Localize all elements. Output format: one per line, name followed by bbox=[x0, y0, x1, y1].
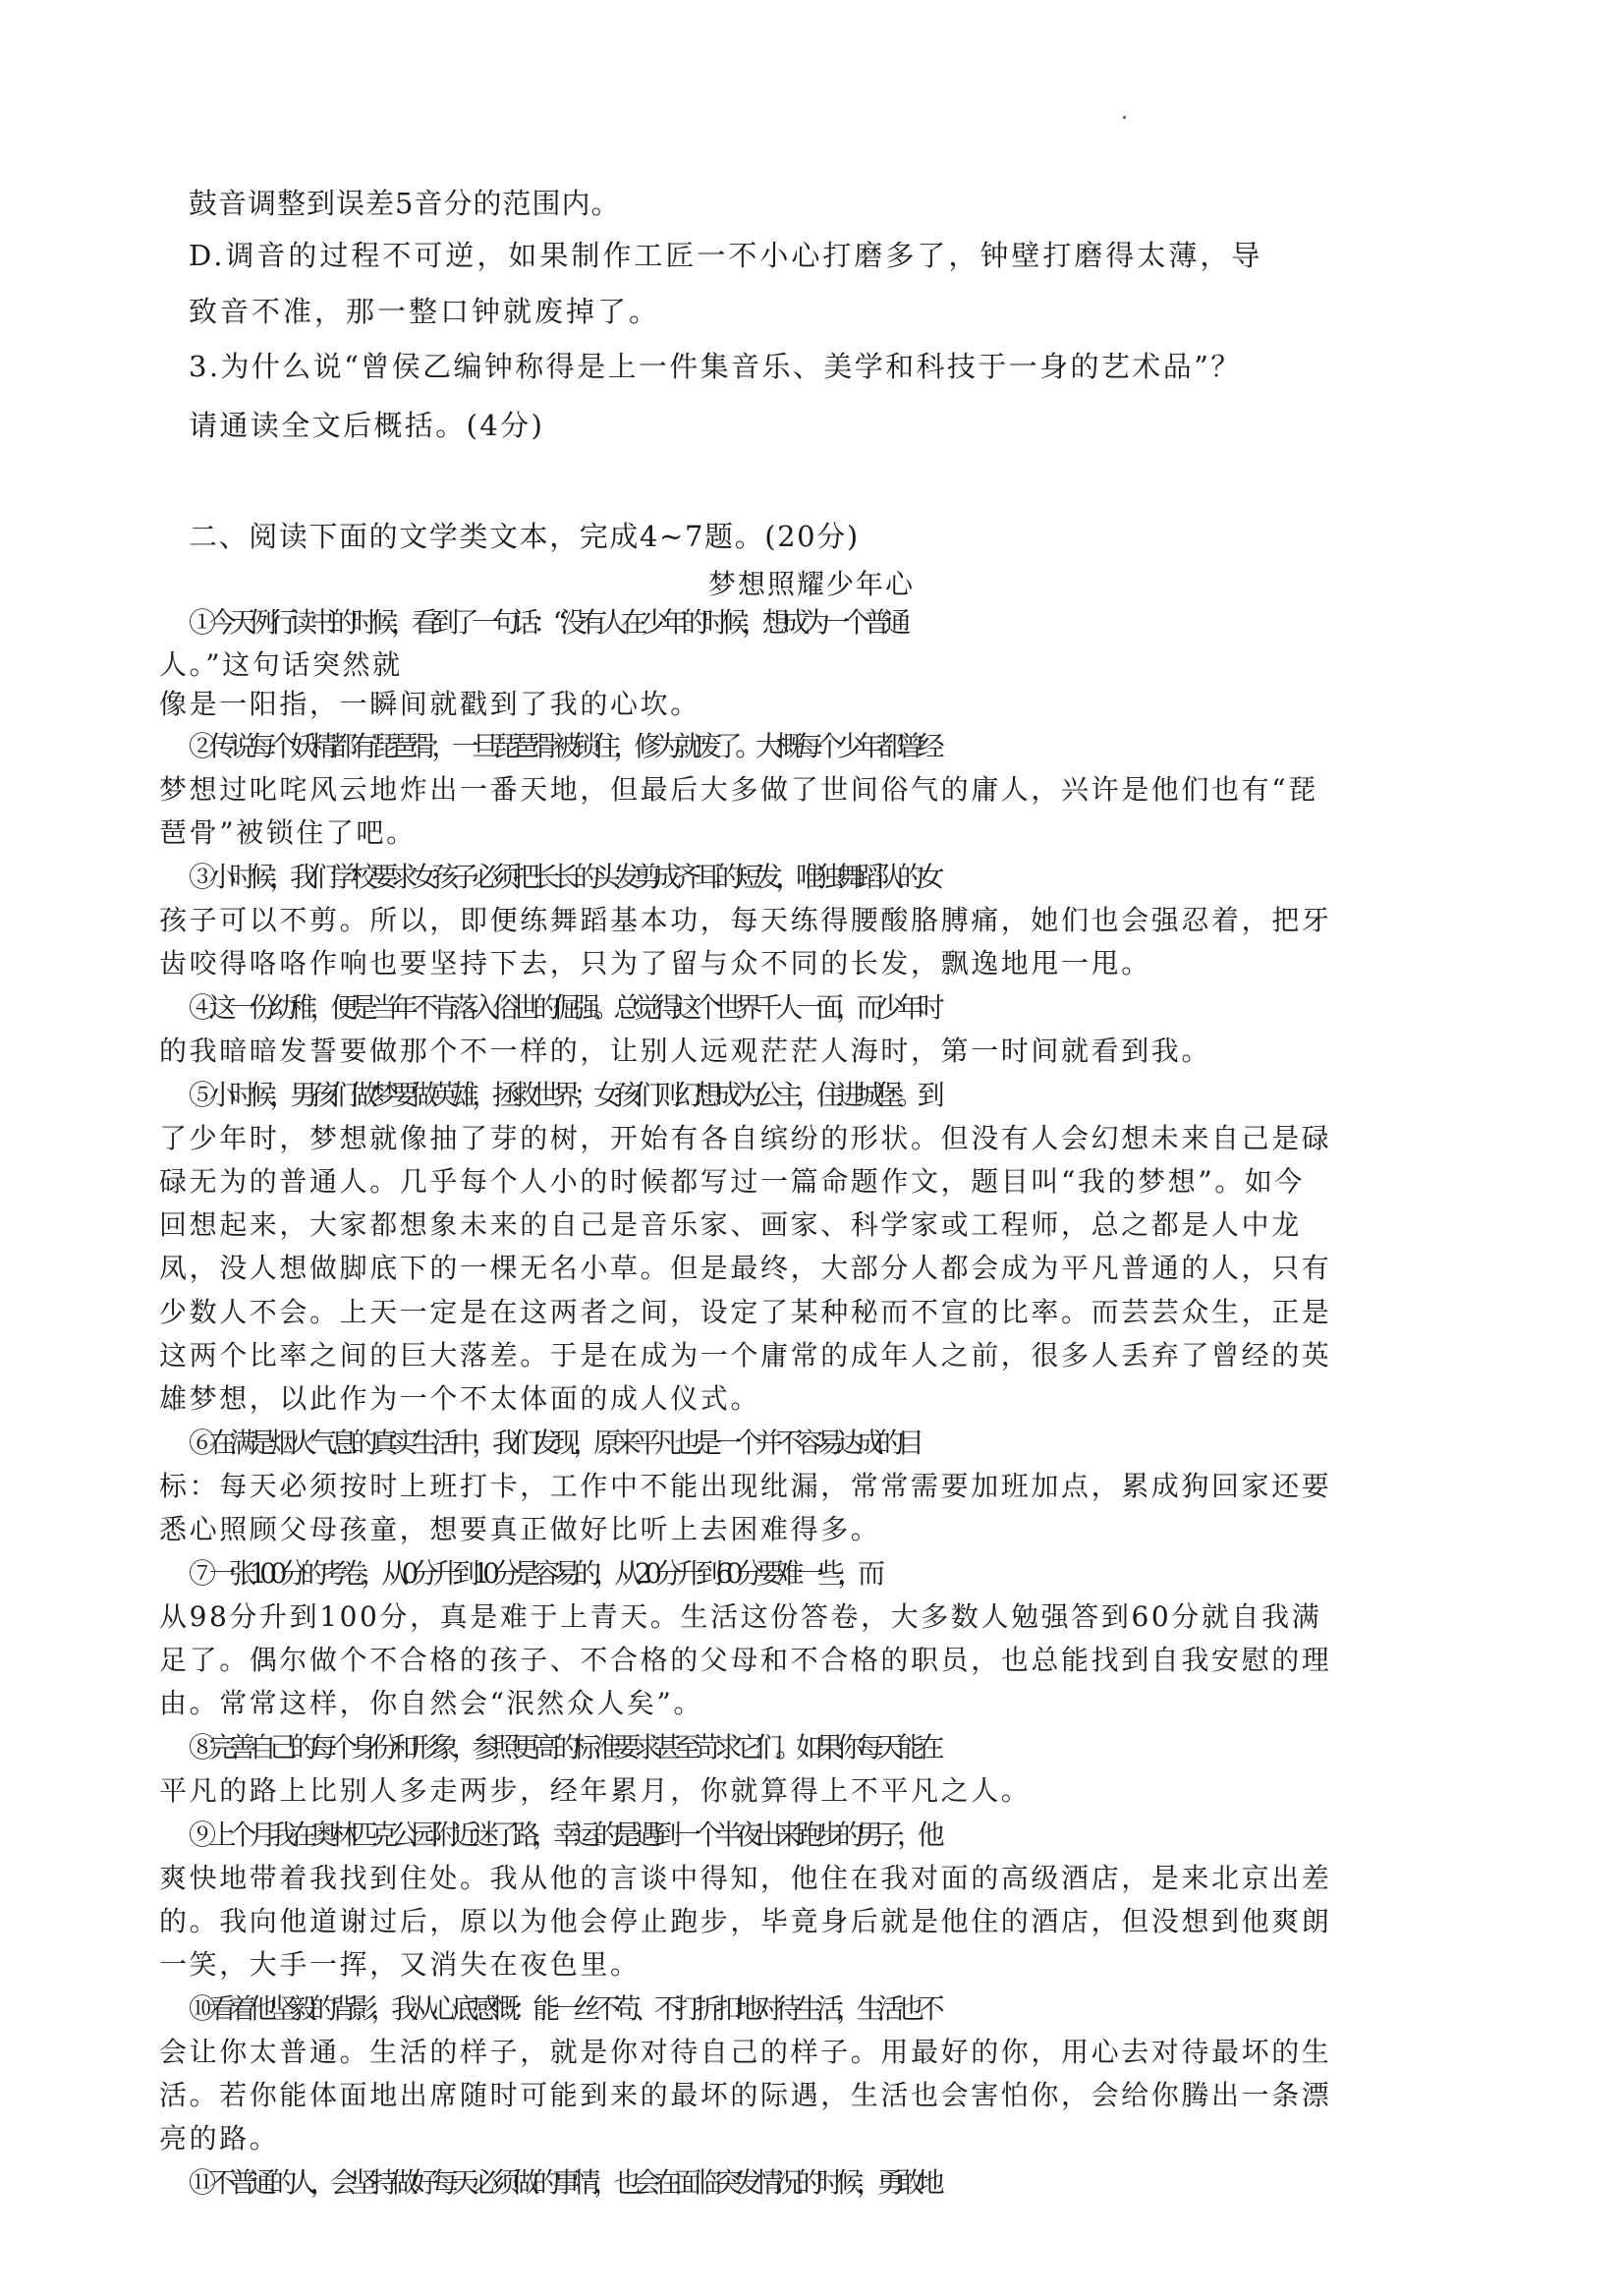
paragraph-line: 雄梦想，以此作为一个不太体面的成人仪式。 bbox=[159, 1382, 761, 1415]
article-title: 梦想照耀少年心 bbox=[707, 568, 915, 600]
scan-speck bbox=[1123, 116, 1126, 119]
paragraph-line: 亮的路。 bbox=[159, 2122, 280, 2155]
paragraph-line: 会让你太普通。生活的样子，就是你对待自己的样子。用最好的你，用心去对待最坏的生 bbox=[159, 2036, 1332, 2068]
option-d-line1: D.调音的过程不可逆，如果制作工匠一不小心打磨多了，钟壁打磨得太薄，导 bbox=[189, 239, 1263, 272]
option-c-continuation: 鼓音调整到误差5音分的范围内。 bbox=[189, 187, 621, 220]
paragraph-line: 梦想过叱咤风云地炸出一番天地，但最后大多做了世间俗气的庸人，兴许是他们也有“琵 bbox=[159, 773, 1318, 806]
paragraph-line: 的。我向他道谢过后，原以为他会停止跑步，毕竟身后就是他住的酒店，但没想到他爽朗 bbox=[159, 1905, 1332, 1937]
paragraph-line: 爽快地带着我找到住处。我从他的言谈中得知，他住在我对面的高级酒店，是来北京出差 bbox=[159, 1862, 1332, 1894]
paragraph-line: 平凡的路上比别人多走两步，经年累月，你就算得上不平凡之人。 bbox=[159, 1774, 1032, 1807]
paragraph-line: 人。”这句话突然就 bbox=[159, 648, 403, 681]
paragraph-line: 琶骨”被锁住了吧。 bbox=[159, 816, 417, 849]
section-2-heading: 二、阅读下面的文学类文本，完成4~7题。(20分) bbox=[189, 520, 860, 553]
paragraph-line: ⑥在满是烟火气息的真实生活中，我们发现，原来平凡也是一个并不容易达成的目 bbox=[189, 1427, 918, 1459]
paragraph-line: ⑤小时候，男孩们做梦要做英雄，拯救世界；女孩们则幻想成为公主，住进城堡。到 bbox=[189, 1079, 938, 1111]
paragraph-line: 回想起来，大家都想象未来的自己是音乐家、画家、科学家或工程师，总之都是人中龙 bbox=[159, 1208, 1302, 1241]
paragraph-line: ⑪不普通的人，会坚持做好每天必须做的事情，也会在面临突发情况的时候，勇敢地 bbox=[189, 2166, 938, 2199]
paragraph-line: ⑩看着他坚毅的背影，我从心底感慨：能一丝不苟、不打折扣地对待生活，生活也不 bbox=[189, 1992, 938, 2025]
paragraph-line: ⑦一张100分的考卷，从0分升到10分是容易的，从20分升到60分要难一些，而 bbox=[189, 1557, 878, 1590]
question-3-line2: 请通读全文后概括。(4分) bbox=[189, 409, 545, 442]
paragraph-line: 悉心照顾父母孩童，想要真正做好比听上去困难得多。 bbox=[159, 1513, 881, 1545]
paragraph-line: 的我暗暗发誓要做那个不一样的，让别人远观茫茫人海时，第一时间就看到我。 bbox=[159, 1035, 1212, 1067]
paragraph-line: 了少年时，梦想就像抽了芽的树，开始有各自缤纷的形状。但没有人会幻想未来自己是碌 bbox=[159, 1122, 1332, 1154]
paragraph-line: 少数人不会。上天一定是在这两者之间，设定了某种秘而不宣的比率。而芸芸众生，正是 bbox=[159, 1296, 1332, 1328]
paragraph-line: 活。若你能体面地出席随时可能到来的最坏的际遇，生活也会害怕你，会给你腾出一条漂 bbox=[159, 2079, 1332, 2111]
paragraph-line: 凤，没人想做脚底下的一棵无名小草。但是最终，大部分人都会成为平凡普通的人，只有 bbox=[159, 1252, 1332, 1284]
paragraph-line: ⑨上个月我在奥林匹克公园附近迷了路，幸运的是遇到一个半夜出来跑步的男子，他 bbox=[189, 1819, 938, 1851]
paragraph-line: 标：每天必须按时上班打卡，工作中不能出现纰漏，常常需要加班加点，累成狗回家还要 bbox=[159, 1470, 1332, 1502]
paragraph-line: 孩子可以不剪。所以，即便练舞蹈基本功，每天练得腰酸胳膊痛，她们也会强忍着，把牙 bbox=[159, 904, 1332, 936]
paragraph-line: 由。常常这样，你自然会“泯然众人矣”。 bbox=[159, 1687, 704, 1719]
paragraph-line: 从98分升到100分，真是难于上青天。生活这份答卷，大多数人勉强答到60分就自我满 bbox=[159, 1600, 1322, 1633]
paragraph-line: ⑧完善自己的每个身份和形象，参照更高的标准要求甚至苛求它们。如果你每天能在 bbox=[189, 1731, 938, 1764]
paragraph-line: 一笑，大手一挥，又消失在夜色里。 bbox=[159, 1948, 641, 1981]
paragraph-line: 齿咬得咯咯作响也要坚持下去，只为了留与众不同的长发，飘逸地甩一甩。 bbox=[159, 947, 1151, 980]
question-3-line1: 3.为什么说“曾侯乙编钟称得是上一件集音乐、美学和科技于一身的艺术品”？ bbox=[189, 350, 1242, 383]
paragraph-line: ③小时候，我们学校要求女孩子必须把长长的头发剪成齐耳的短发，唯独舞蹈队的女 bbox=[189, 861, 938, 893]
paragraph-line: ②传说每个妖精都有琵琶骨，一旦琵琶骨被锁住，修为就废了。大概每个少年都曾经 bbox=[189, 730, 938, 762]
paragraph-line: 碌无为的普通人。几乎每个人小的时候都写过一篇命题作文，题目叫“我的梦想”。如今 bbox=[159, 1165, 1306, 1198]
option-d-line2: 致音不准，那一整口钟就废掉了。 bbox=[189, 295, 661, 328]
paragraph-line: 像是一阳指，一瞬间就戳到了我的心坎。 bbox=[159, 688, 700, 720]
paragraph-line: 足了。偶尔做个不合格的孩子、不合格的父母和不合格的职员，也总能找到自我安慰的理 bbox=[159, 1644, 1332, 1676]
paragraph-line: 这两个比率之间的巨大落差。于是在成为一个庸常的成年人之前，很多人丢弃了曾经的英 bbox=[159, 1339, 1332, 1372]
paragraph-line: ④这一份幼稚，便是当年不肯落入俗世的倔强。总觉得这个世界千人一面，而少年时 bbox=[189, 991, 938, 1024]
paragraph-line: ①今天例行读书的时候，看到了一句话：“没有人在少年的时候，想成为一个普通 bbox=[189, 606, 904, 639]
